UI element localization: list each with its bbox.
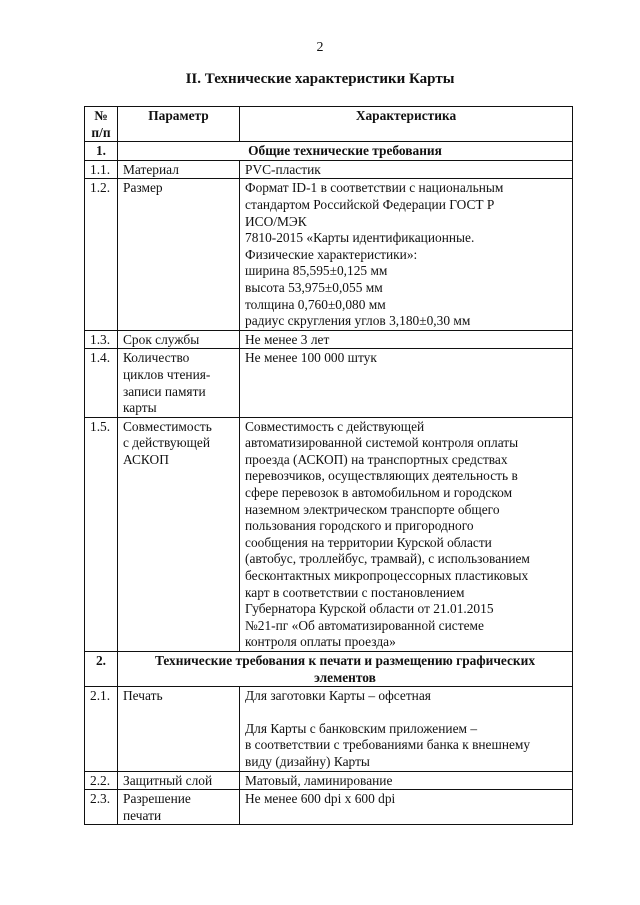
text-line: Для заготовки Карты – офсетная (245, 688, 431, 704)
text-line: Не менее 600 dpi x 600 dpi (245, 791, 396, 807)
header-num: № п/п (85, 107, 118, 142)
row-char (240, 349, 573, 417)
row-param: Материал (118, 160, 240, 179)
row-char (240, 771, 573, 790)
text-line: Для Карты с банковским приложением – (245, 720, 478, 736)
text-line: проезда (АСКОП) на транспортных средствах (245, 451, 508, 467)
row-param: Срок службы (118, 330, 240, 349)
row-char (240, 790, 573, 825)
text-line: циклов чтения- (123, 366, 211, 382)
blank-line (245, 705, 567, 721)
text-line: 7810-2015 «Карты идентификационные. (245, 230, 475, 246)
row-param: Печать (118, 687, 240, 771)
table-row (85, 771, 573, 790)
row-char (240, 179, 573, 330)
text-line: элементов (314, 669, 376, 685)
table-header-row (85, 107, 573, 142)
text-line: Совместимость с действующей (245, 418, 425, 434)
text-line: бесконтактных микропроцессорных пластиковых (245, 568, 529, 584)
spec-table (84, 106, 573, 825)
row-param (118, 417, 240, 651)
text-line: Не менее 3 лет (245, 331, 330, 347)
text-line: пользования городского и пригородного (245, 518, 474, 534)
text-line: сфере перевозок в автомобильном и городском (245, 485, 513, 501)
row-char (240, 330, 573, 349)
row-param (118, 349, 240, 417)
text-line: Разрешение (123, 791, 191, 807)
table-row (85, 160, 573, 179)
table-row (85, 790, 573, 825)
text-line: стандартом Российской Федерации ГОСТ Р (245, 196, 495, 212)
text-line: печати (123, 807, 162, 823)
text-line: карт в соответствии с постановлением (245, 584, 465, 600)
text-line: с действующей (123, 435, 210, 451)
page-number: 2 (316, 40, 324, 55)
row-num: 1.1. (85, 160, 118, 179)
text-line: Не менее 100 000 штук (245, 350, 377, 366)
text-line: виду (дизайну) Карты (245, 753, 370, 769)
row-num: 1.5. (85, 417, 118, 651)
text-line: сообщения на территории Курской области (245, 534, 492, 550)
text-line: радиус скругления углов 3,180±0,30 мм (245, 313, 471, 329)
text-line: толщина 0,760±0,080 мм (245, 296, 386, 312)
row-param: Размер (118, 179, 240, 330)
text-line: Губернатора Курской области от 21.01.2015 (245, 601, 494, 617)
page-title: II. Технические характеристики Карты (185, 71, 455, 87)
section-row (85, 652, 573, 687)
row-num: 2.1. (85, 687, 118, 771)
row-num: 2.2. (85, 771, 118, 790)
row-num: 2.3. (85, 790, 118, 825)
text-line: (автобус, троллейбус, трамвай), с использованием (245, 551, 530, 567)
table-row (85, 417, 573, 651)
text-line: №21-пг «Об автоматизированной системе (245, 617, 484, 633)
text-line: записи памяти (123, 383, 206, 399)
row-char (240, 160, 573, 179)
text-line: Совместимость (123, 418, 212, 434)
text-line: АСКОП (123, 451, 169, 467)
text-line: Формат ID-1 в соответствии с национальным (245, 180, 504, 196)
text-line: в соответствии с требованиями банка к внешнему (245, 737, 531, 753)
row-num: 1.4. (85, 349, 118, 417)
text-line: перевозчиков, осуществляющих деятельность в (245, 468, 518, 484)
row-param: Защитный слой (118, 771, 240, 790)
text-line: ширина 85,595±0,125 мм (245, 263, 388, 279)
row-num: 1.3. (85, 330, 118, 349)
row-char (240, 687, 573, 771)
text-line: наземном электрическом транспорте общего (245, 501, 500, 517)
table-row (85, 687, 573, 771)
section-title (118, 652, 573, 687)
section-num: 2. (85, 652, 118, 687)
row-num: 1.2. (85, 179, 118, 330)
text-line: высота 53,975±0,055 мм (245, 279, 383, 295)
header-char: Характеристика (240, 107, 573, 142)
text-line: автоматизированной системой контроля оплаты (245, 435, 519, 451)
table-row (85, 179, 573, 330)
text-line: PVC-пластик (245, 161, 321, 177)
row-char (240, 417, 573, 651)
text-line: Количество (123, 350, 190, 366)
header-param: Параметр (118, 107, 240, 142)
section-row (85, 142, 573, 161)
row-param (118, 790, 240, 825)
table-row (85, 330, 573, 349)
text-line: карты (123, 400, 157, 416)
text-line: Физические характеристики»: (245, 246, 418, 262)
text-line: Технические требования к печати и размещению графических (154, 653, 536, 668)
text-line: Матовый, ламинирование (245, 772, 393, 788)
section-num: 1. (85, 142, 118, 161)
text-line: контроля оплаты проезда» (245, 634, 396, 650)
table-row (85, 349, 573, 417)
text-line: ИСО/МЭК (245, 213, 307, 229)
section-title: Общие технические требования (118, 142, 573, 161)
